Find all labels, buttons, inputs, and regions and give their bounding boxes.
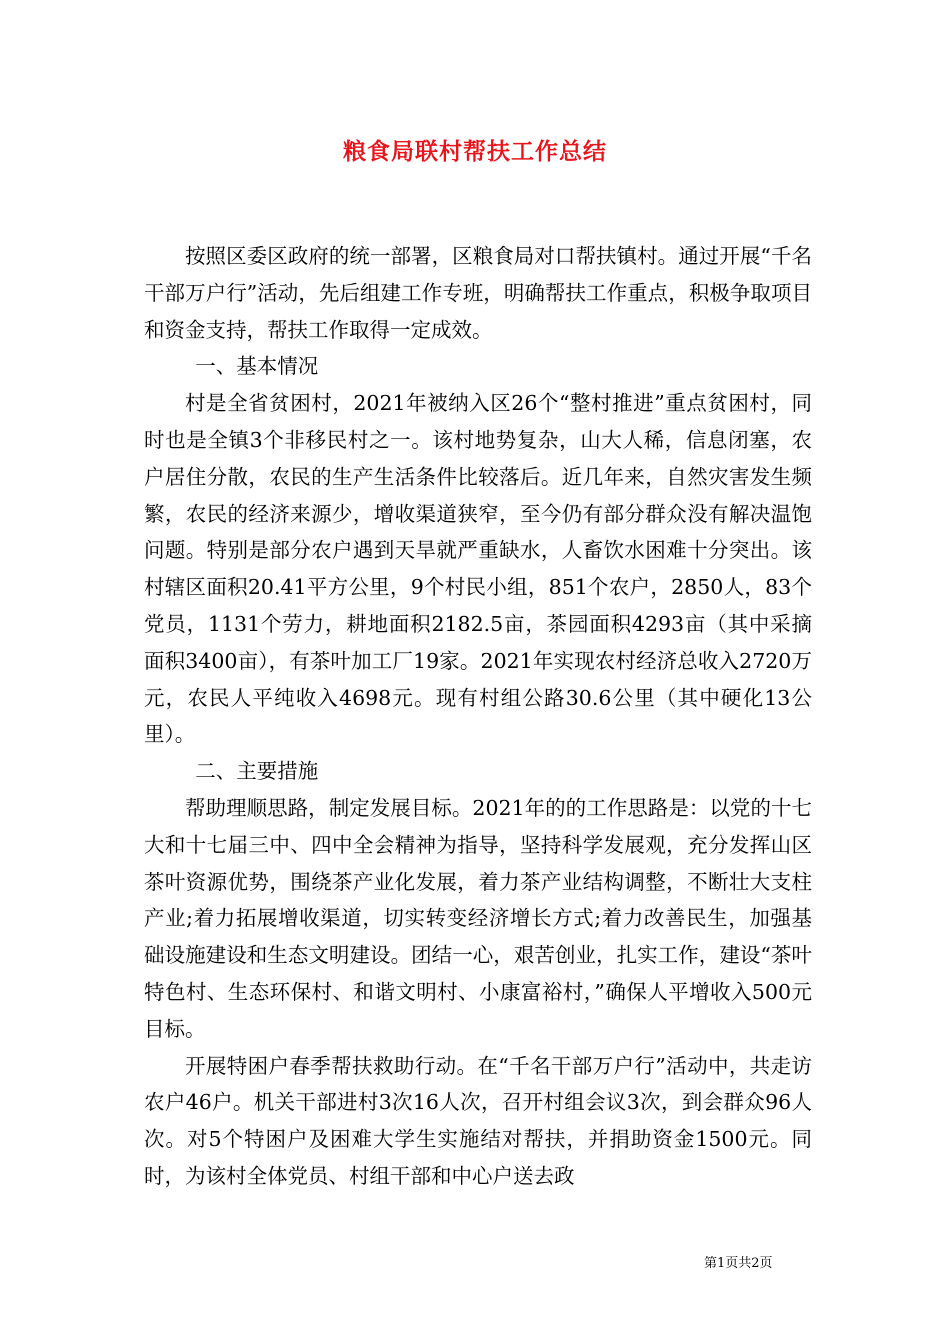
section-heading-measures: 二、主要措施 <box>195 759 319 784</box>
page-number: 第1页共2页 <box>704 1256 773 1271</box>
basic-situation-paragraph: 村是全省贫困村，2021年被纳入区26个“整村推进”重点贫困村，同时也是全镇3个非移民村之一。该村地势复杂，山大人稀，信息闭塞，农户居住分散，农民的生产生活条件比较落后。近几年来，自然灾害发生频繁，农民的经济来源少，增收渠道狭窄，至今仍有部分群众没有解决温饱问题。特别是部分农户遇到天旱就严重缺水，人畜饮水困难十分突出。该村辖区面积20.41平方公里，9个村民小组，851个农户，2850人，83个党员，1131个劳力，耕地面积2182.5亩，茶园面积4293亩（其中采摘面积3400亩），有茶叶加工厂19家。2021年实现农村经济总收入2720万元，农民人平纯收入4698元。现有村组公路30.6公里（其中硬化13公里）。 <box>144 391 812 747</box>
document-title: 粮食局联村帮扶工作总结 <box>343 138 607 165</box>
measures-paragraph-1: 帮助理顺思路，制定发展目标。2021年的的工作思路是：以党的十七大和十七届三中、四中全会精神为指导，坚持科学发展观，充分发挥山区茶叶资源优势，围绕茶产业化发展，着力茶产业结构调整，不断壮大支柱产业;着力拓展增收渠道，切实转变经济增长方式;着力改善民生，加强基础设施建设和生态文明建设。团结一心，艰苦创业，扎实工作，建设“茶叶特色村、生态环保村、和谐文明村、小康富裕村，”确保人平增收入500元目标。 <box>144 795 812 1041</box>
document-body <box>144 238 812 1195</box>
section-heading-basic: 一、基本情况 <box>195 354 319 379</box>
intro-paragraph: 按照区委区政府的统一部署，区粮食局对口帮扶镇村。通过开展“千名干部万户行”活动，先后组建工作专班，明确帮扶工作重点，积极争取项目和资金支持，帮扶工作取得一定成效。 <box>144 244 812 342</box>
measures-paragraph-2: 开展特困户春季帮扶救助行动。在“千名干部万户行”活动中，共走访农户46户。机关干部进村3次16人次，召开村组会议3次，到会群众96人次。对5个特困户及困难大学生实施结对帮扶，并捐助资金1500元。同时，为该村全体党员、村组干部和中心户送去政 <box>144 1053 812 1188</box>
